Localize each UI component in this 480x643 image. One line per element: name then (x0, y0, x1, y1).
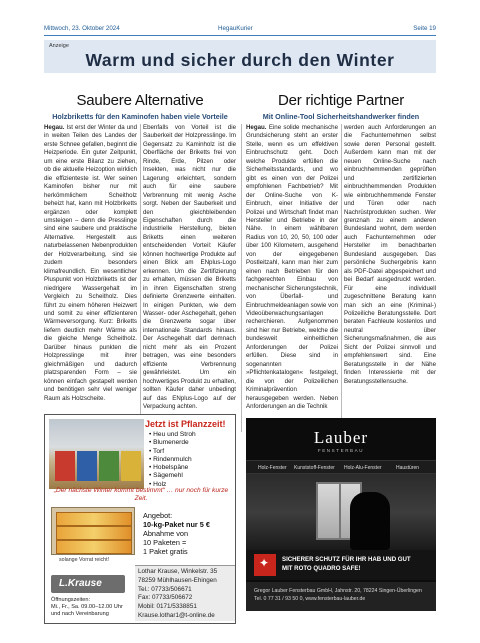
nav-item: Holz-Alu-Fenster (344, 465, 382, 471)
product-list (149, 431, 196, 489)
pallet-stack (55, 451, 75, 481)
lauber-logo: Lauber (313, 428, 369, 447)
opening-hours (51, 597, 123, 618)
pallet-stack (121, 451, 141, 481)
article-left-text-2: Ebenfalls von Vorteil ist die Sauberkeit der Holzpresslinge. Im Gegensatz zu Kaminholz ist die Oberfläche der Briketts frei von Rinde, Erde, Pilzen oder Insekten, was nicht nur die Lagerung erleichtert, sondern auch für eine saubere Verbrennung mit wenig Asche sorgt. Neben der Sauberkeit und den gleichbleibenden Eigenschaften durch die industrielle Herstellung, bieten Briketts einen weiteren entscheidenden Vorteil: Käufer können hochwertige Produkte auf einen Blick am ENplus-Logo erkennen. Um die Zertifizierung zu erhalten, müssen die Briketts in ihren Eigenschaften streng definierte Grenzwerte einhalten. In einigen Punkten, wie dem Wasser- oder Aschegehalt, gehen die Grenzwerte sogar über internationale Standards hinaus. Der Aschegehalt darf demnach nicht mehr als ein Prozent betragen, was eine besonders effiziente Verbrennung gewährleistet. Um ein hochwertiges Produkt zu erhalten, sollten Käufer daher unbedingt auf das ENplus-Logo auf der Verpackung achten. (143, 124, 236, 410)
company-address: Gregor Lauber Fensterbau GmbH, Jahnstr. 20, 78224 Singen-Überlingen (254, 588, 422, 594)
list-item: • Hobelspäne (149, 464, 196, 472)
pallet-photo (49, 419, 144, 489)
hours-line: und nach Vereinbarung (51, 611, 109, 617)
page-header (44, 23, 436, 35)
article-left-subtitle: Holzbriketts für den Kaminofen haben viele Vorteile (52, 112, 228, 121)
krause-logo (51, 575, 125, 593)
lauber-ad (246, 418, 436, 611)
ad-label: Anzeige (49, 43, 69, 49)
nav-item: Holz-Fenster (258, 465, 287, 471)
offer-title: Angebot: (143, 511, 173, 520)
nav-item: Kunststoff-Fenster (294, 465, 335, 471)
claim-line: SICHERER SCHUTZ FÜR IHR HAB UND GUT (282, 556, 411, 563)
article-right-subtitle: Mit Online-Tool Sicherheitshandwerker finden (262, 112, 420, 121)
list-item: • Holz (149, 481, 196, 489)
article-left-column-1 (44, 124, 137, 434)
product-nav (246, 460, 436, 474)
offer-line: 1 Paket gratis (143, 547, 188, 556)
list-item: • Blumenerde (149, 439, 196, 447)
burglar-silhouette (350, 492, 390, 550)
pallet-stack (77, 451, 97, 481)
nav-item: Haustüren (396, 465, 420, 471)
contact-line: Lothar Krause, Winkelstr. 35 (138, 568, 218, 575)
contact-email: Krause.lothar1@t-online.de (138, 611, 215, 619)
stock-note: solange Vorrat reicht! (59, 557, 110, 563)
company-contact: Tel. 0 77 31 / 93 50 0, www.fensterbau-lauber.de (254, 595, 366, 602)
issue-date: Mittwoch, 23. Oktober 2024 (44, 25, 120, 32)
article-right-column-1 (246, 124, 338, 418)
newspaper-name: HegauKurier (218, 25, 253, 32)
claim-line: MIT ROTO QUADRO SAFE! (282, 564, 361, 572)
burglar-photo (246, 474, 436, 550)
security-badge-icon (254, 554, 276, 576)
article-right-text-2: werden auch Anforderungen an die Fachunternehmen selbst sowie deren Personal gestellt. Außerdem kann man mit der neuen Online-Suche nach einbruchhemmenden geprüften und zertifizierten einbruchhemmenden Produkten wie einbruchhemmende Fenster und Türen oder nach Nachrüstprodukten suchen. Wer grenznah zu einem anderen Bundesland wohnt, dem werden auch Fachunternehmen oder Hersteller im benachbarten Bundesland ausgegeben. Das persönliche Suchergebnis kann als PDF-Datei abgespeichert und bei Bedarf ausgedruckt werden. Für eine individuell zugeschnittene Beratung kann man sich an eine (Kriminal-) Polizeiliche Beratungsstelle. Dort beraten Fachleute kostenlos und neutral über Sicherungsmaßnahmen, die aus Sicht der Polizei sinnvoll und empfehlenswert sind. Eine Beratungsstelle in der Nähe finden Interessierte mit der Beratungsstellensuche. (344, 124, 436, 385)
briquette-pack (56, 512, 132, 526)
list-item: • Rindenmulch (149, 456, 196, 464)
briquette-pack (56, 526, 132, 540)
column-divider (341, 124, 342, 418)
logo-text: L.Krause (59, 578, 102, 589)
offer-price: 10-kg-Paket nur 5 € (143, 520, 210, 529)
hours-title: Öffnungszeiten: (51, 597, 91, 603)
list-item: • Sägemehl (149, 472, 196, 480)
article-divider (241, 124, 242, 432)
ad-slogan: „Der nächste Winter kommt bestimmt“ … nur noch für kurze Zeit. (53, 487, 229, 502)
article-left-column-2 (143, 124, 236, 434)
article-left-title: Saubere Alternative (76, 92, 204, 109)
section-title: Warm und sicher durch den Winter (85, 50, 395, 70)
contact-line: 78259 Mühlhausen-Ehingen (138, 576, 217, 584)
ad-footer (246, 582, 436, 611)
article-right-text-1: Eine solide mechanische Grundsicherung steht an erster Stelle, wenn es um effektiven Einbruchschutz geht. Doch welche Produkte erfüllen die Sicherheitsstandards, und wo gibt es einen von der Polizei empfohlenen Fachbetrieb? Mit der Online-Suche von K-Einbruch, einer Initiative der Polizei und Wirtschaft findet man Hersteller und Betriebe in der Nähe. In einem wählbaren Radius von 10, 20, 50, 100 oder über 100 Kilometern, ausgehend von der eingegebenen Postleitzahl, kann man hier zum einen nach Betrieben für den fachgerechten Einbau von mechanischer Sicherungstechnik, von Überfall- und Einbruchmeldeanlagen sowie von Videoüberwachungsanlagen recherchieren. Aufgenommen sind hier nur Betriebe, welche die bundesweit einheitlichen Anforderungen der Polizei erfüllen. Diese sind in sogenannten »Pflichtenkatalogen« festgelegt, die von der Polizeilichen Kriminalprävention herausgegeben werden. Neben Anforderungen an die Technik (246, 124, 338, 410)
offer-box (143, 511, 210, 556)
ad-claim (282, 556, 432, 573)
briquette-photo (51, 507, 135, 555)
briquette-pack (56, 540, 132, 554)
pallet-stack (99, 451, 119, 481)
list-item: • Heu und Stroh (149, 431, 196, 439)
header-divider (44, 35, 436, 36)
contact-line: Fax: 07733/506672 (138, 594, 193, 602)
contact-block (135, 565, 235, 621)
contact-line: Mobil: 0171/5338851 (138, 603, 197, 611)
offer-line: Abnahme von (143, 529, 189, 538)
hours-line: Mi., Fr., Sa. 09.00–12.00 Uhr (51, 604, 123, 610)
article-right-column-2 (344, 124, 436, 418)
contact-line: Tel.: 07733/506671 (138, 585, 192, 593)
krause-ad (44, 414, 236, 624)
page-number: Seite 19 (413, 25, 436, 32)
dateline: Hegau. (44, 124, 65, 131)
column-divider (140, 124, 141, 432)
article-right-title: Der richtige Partner (277, 92, 405, 109)
offer-line: 10 Paketen = (143, 538, 187, 547)
article-left-text-1: Ist erst der Winter da und in weiten Teilen des Landes der erste Schnee gefallen, beginnt die Heizperiode. Ein guter Zeitpunkt, um eine erste Bilanz zu ziehen, ob die aktuelle Heizoption wirklich die effizienteste ist. Wer seinen Kaminofen bisher nur mit herkömmlichem Scheitholz beheizt hat, kann mit Holzbriketts ergänzen oder komplett umsteigen – denn die Presslinge sind eine saubere und praktische Alternative. Hergestellt aus naturbelassenen Nebenprodukten der Holzverarbeitung, sind sie zudem besonders klimafreundlich. Ein wesentlicher Pluspunkt von Holzbriketts ist der niedrigere Wassergehalt im Vergleich zu Scheitholz. Dies führt zu einem höheren Heizwert und somit zu einer effizienteren Wärmeversorgung. Kurz: Briketts liefern deutlich mehr Wärme als die gleiche Menge Scheitholz. Darüber hinaus punkten die Holzpresslinge mit ihrer gleichmäßigen und dadurch platzsparenden Form – sie können einfach gestapelt werden und benötigen sehr viel weniger Raum als Holzscheite. (44, 124, 137, 402)
dateline: Hegau. (246, 124, 267, 131)
section-banner (44, 40, 436, 73)
lauber-logo-subtitle: FENSTERBAU (317, 448, 365, 453)
list-item: • Torf (149, 448, 196, 456)
ad-headline: Jetzt ist Pflanzzeit! (145, 419, 226, 429)
